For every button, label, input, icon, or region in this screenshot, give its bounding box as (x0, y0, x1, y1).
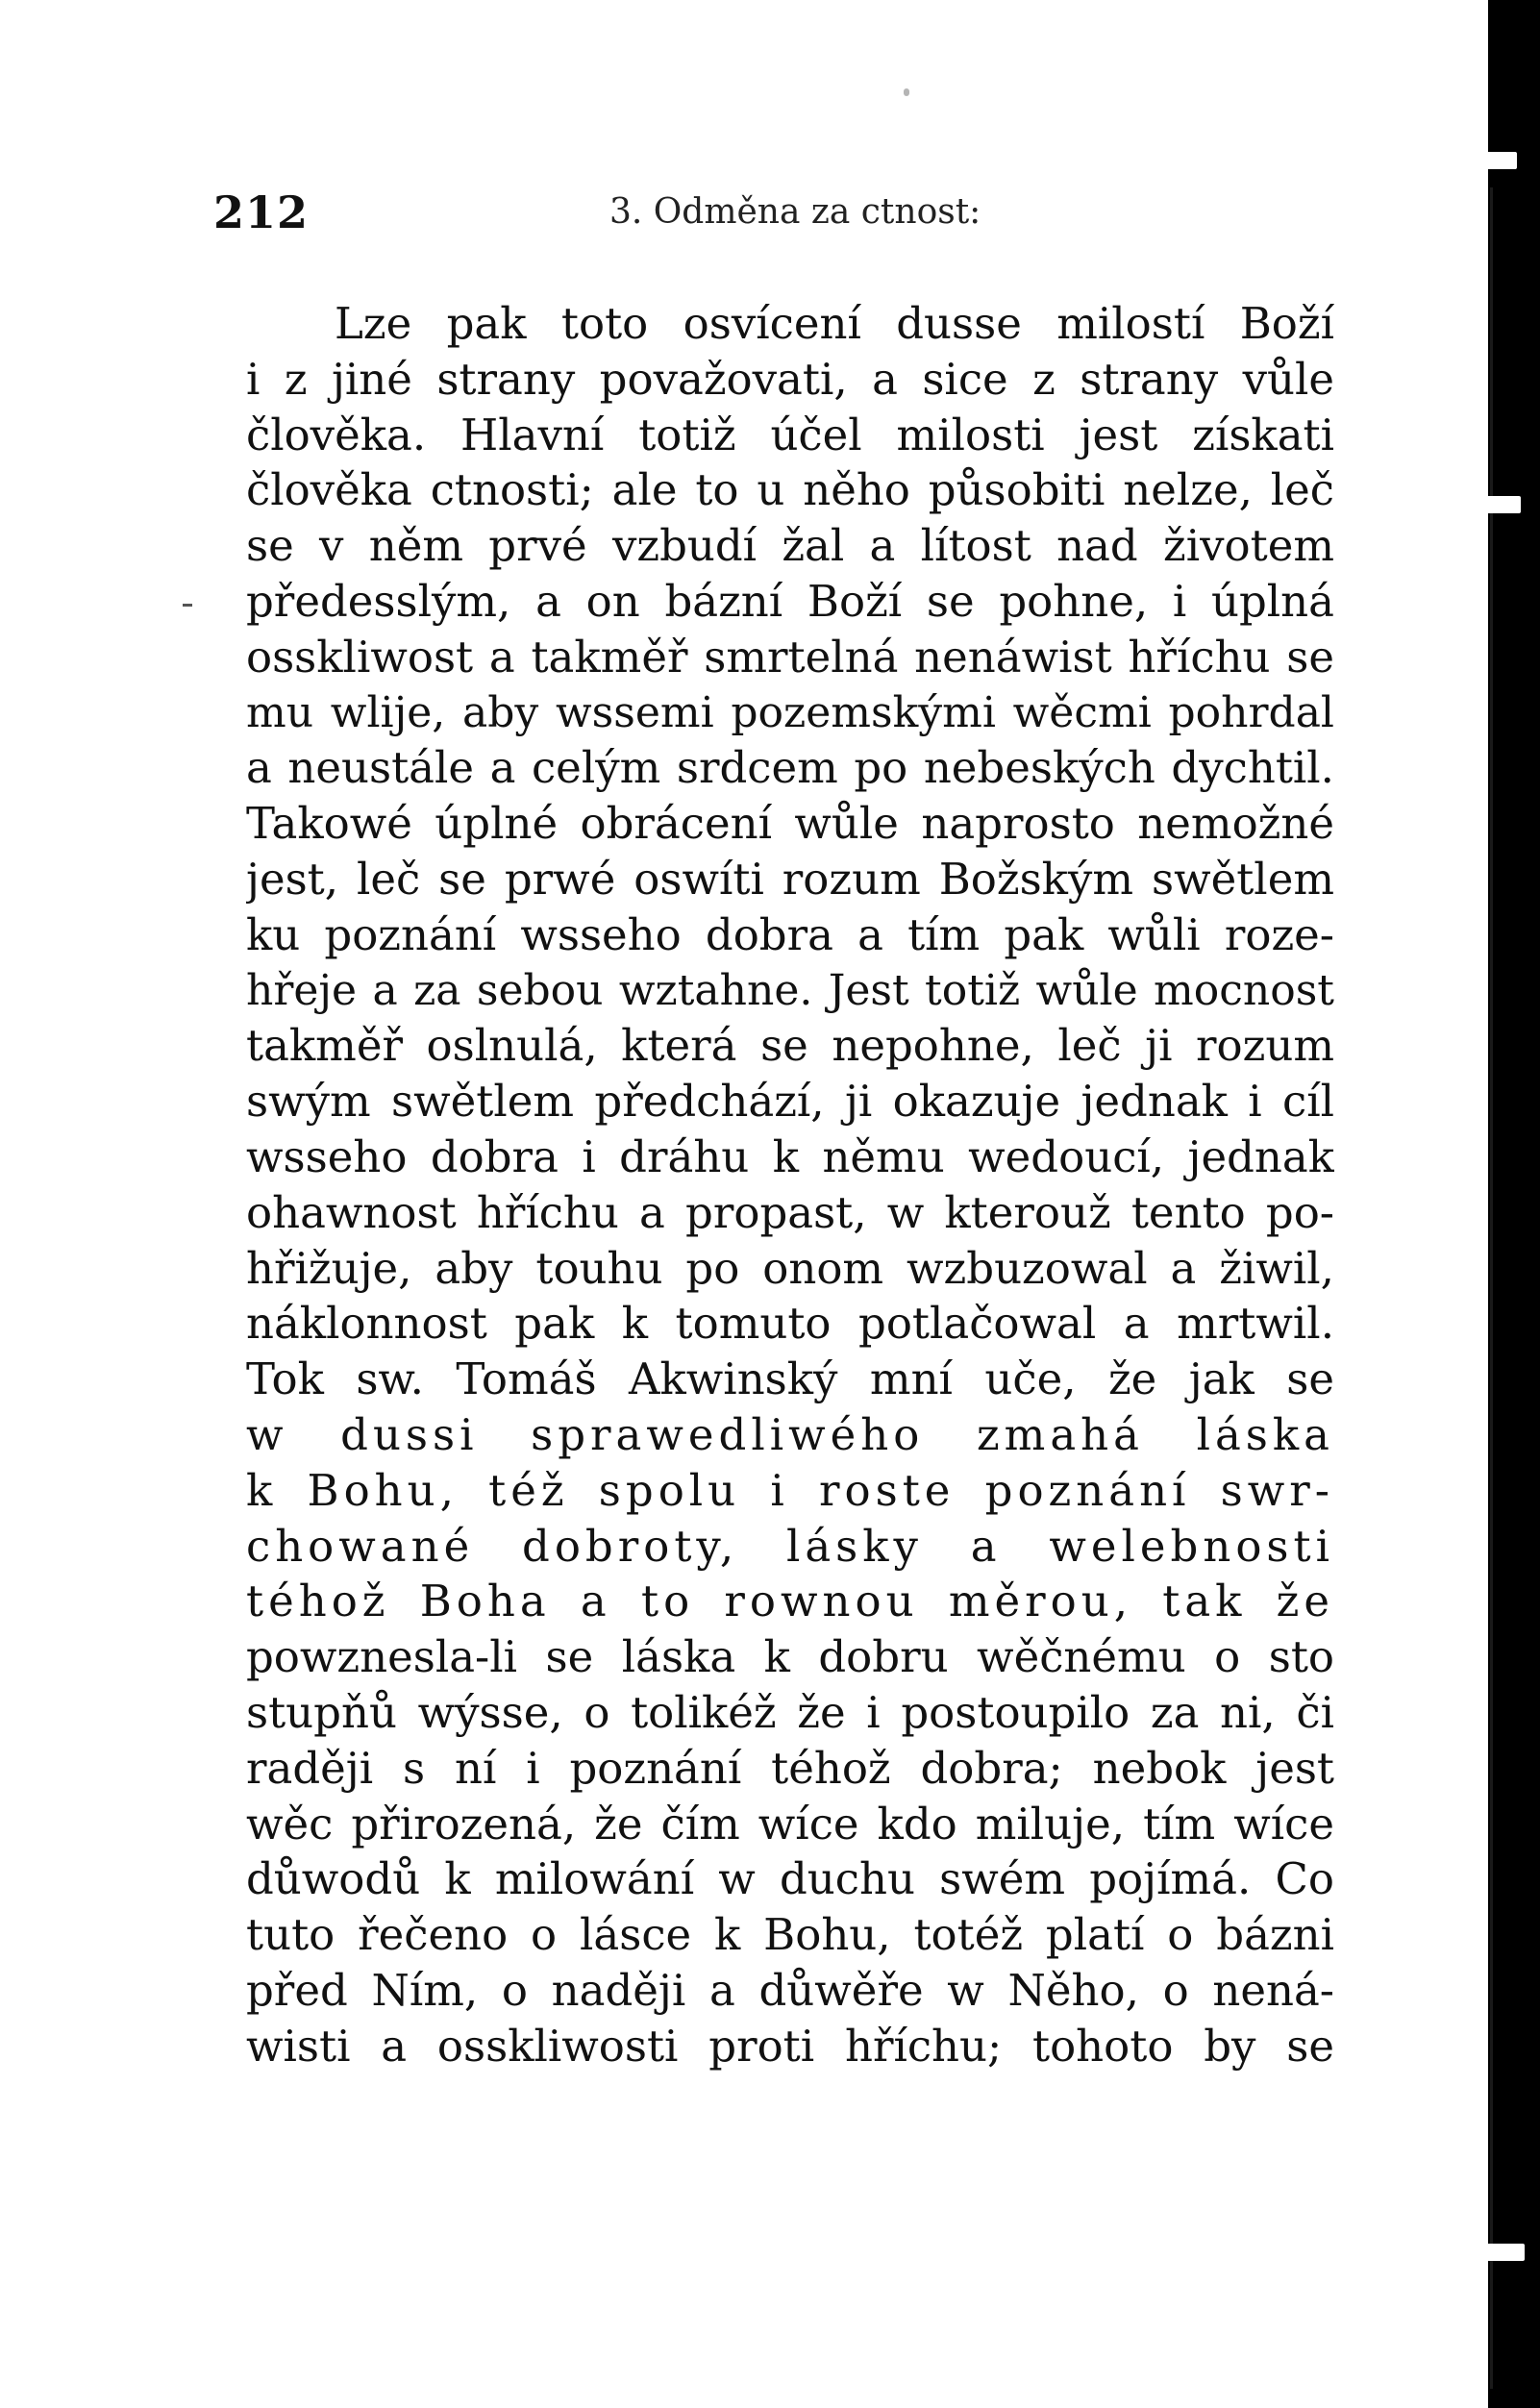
text-line-spaced: chowané dobroty, lásky a welebnosti (246, 1520, 1334, 1572)
text-line: Lze pak toto osvícení dusse milostí Boží (335, 298, 1334, 349)
text-line: člověka ctnosti; ale to u něho působiti nelze, leč (246, 464, 1334, 516)
text-line: wisti a osskliwosti proti hříchu; tohoto by se (246, 2020, 1334, 2072)
binding-notch (1473, 152, 1517, 169)
text-line: předesslým, a on bázní Boží se pohne, i úplná (246, 575, 1334, 627)
text-line: ohawnost hříchu a propast, w kterouž tento po- (246, 1186, 1334, 1238)
text-line: swým swětlem předchází, ji okazuje jednak i cíl (246, 1076, 1334, 1128)
text-line-spaced: w dussi sprawedliwého zmahá láska (246, 1408, 1334, 1460)
text-line-spaced: téhož Boha a to rownou měrou, tak že (246, 1576, 1334, 1627)
text-line: i z jiné strany považovati, a sice z strany vůle (246, 353, 1334, 405)
text-line: wěc přirozená, že čím wíce kdo miluje, tím wíce (246, 1798, 1334, 1849)
text-line-spaced: k Bohu, též spolu i roste poznání swr- (246, 1464, 1334, 1516)
page-number: 212 (213, 186, 310, 238)
text-line: osskliwost a takměř smrtelná nenáwist hříchu se (246, 631, 1334, 683)
binding-rule (1490, 187, 1493, 2389)
binding-notch (1480, 2244, 1525, 2261)
text-line: člověka. Hlavní totiž účel milosti jest získati (246, 409, 1334, 460)
binding-edge (1488, 0, 1540, 2408)
text-line: se v něm prvé vzbudí žal a lítost nad životem (246, 520, 1334, 572)
text-line: hřeje a za sebou wztahne. Jest totiž wůle mocnost (246, 965, 1334, 1015)
text-line: hřižuje, aby touhu po onom wzbuzowal a žiwil, (246, 1242, 1334, 1294)
text-line: ku poznání wsseho dobra a tím pak wůli roze- (246, 908, 1334, 960)
text-line: powznesla-li se láska k dobru wěčnému o sto (246, 1631, 1334, 1683)
body-text (246, 296, 1334, 2074)
text-line: raději s ní i poznání téhož dobra; nebok jest (246, 1742, 1334, 1794)
text-line: náklonnost pak k tomuto potlačowal a mrtwil. (246, 1298, 1334, 1350)
paper-speck (904, 88, 909, 96)
text-line: wsseho dobra i dráhu k němu wedoucí, jednak (246, 1130, 1334, 1182)
text-line: stupňů wýsse, o tolikéž že i postoupilo za ni, či (246, 1686, 1334, 1738)
text-line: mu wlije, aby wssemi pozemskými wěcmi pohrdal (246, 687, 1334, 737)
text-line: takměř oslnulá, která se nepohne, leč ji rozum (246, 1020, 1334, 1072)
binding-notch (1477, 496, 1521, 513)
text-line: Takowé úplné obrácení wůle naprosto nemožné (246, 798, 1334, 850)
text-line: před Ním, o naději a důwěře w Něho, o nená- (246, 1964, 1334, 2016)
margin-mark (183, 604, 192, 607)
text-line: tuto řečeno o lásce k Bohu, totéž platí o bázni (246, 1909, 1334, 1961)
text-line: Tok sw. Tomáš Akwinský mní uče, že jak se (246, 1353, 1334, 1405)
running-head: 3. Odměna za ctnost: (609, 192, 981, 232)
page-header (0, 186, 1488, 254)
text-line: a neustále a celým srdcem po nebeských dychtil. (246, 742, 1334, 794)
text-line: důwodů k milowání w duchu swém pojímá. Co (246, 1853, 1334, 1905)
text-line: jest, leč se prwé oswíti rozum Božským swětlem (246, 853, 1334, 905)
